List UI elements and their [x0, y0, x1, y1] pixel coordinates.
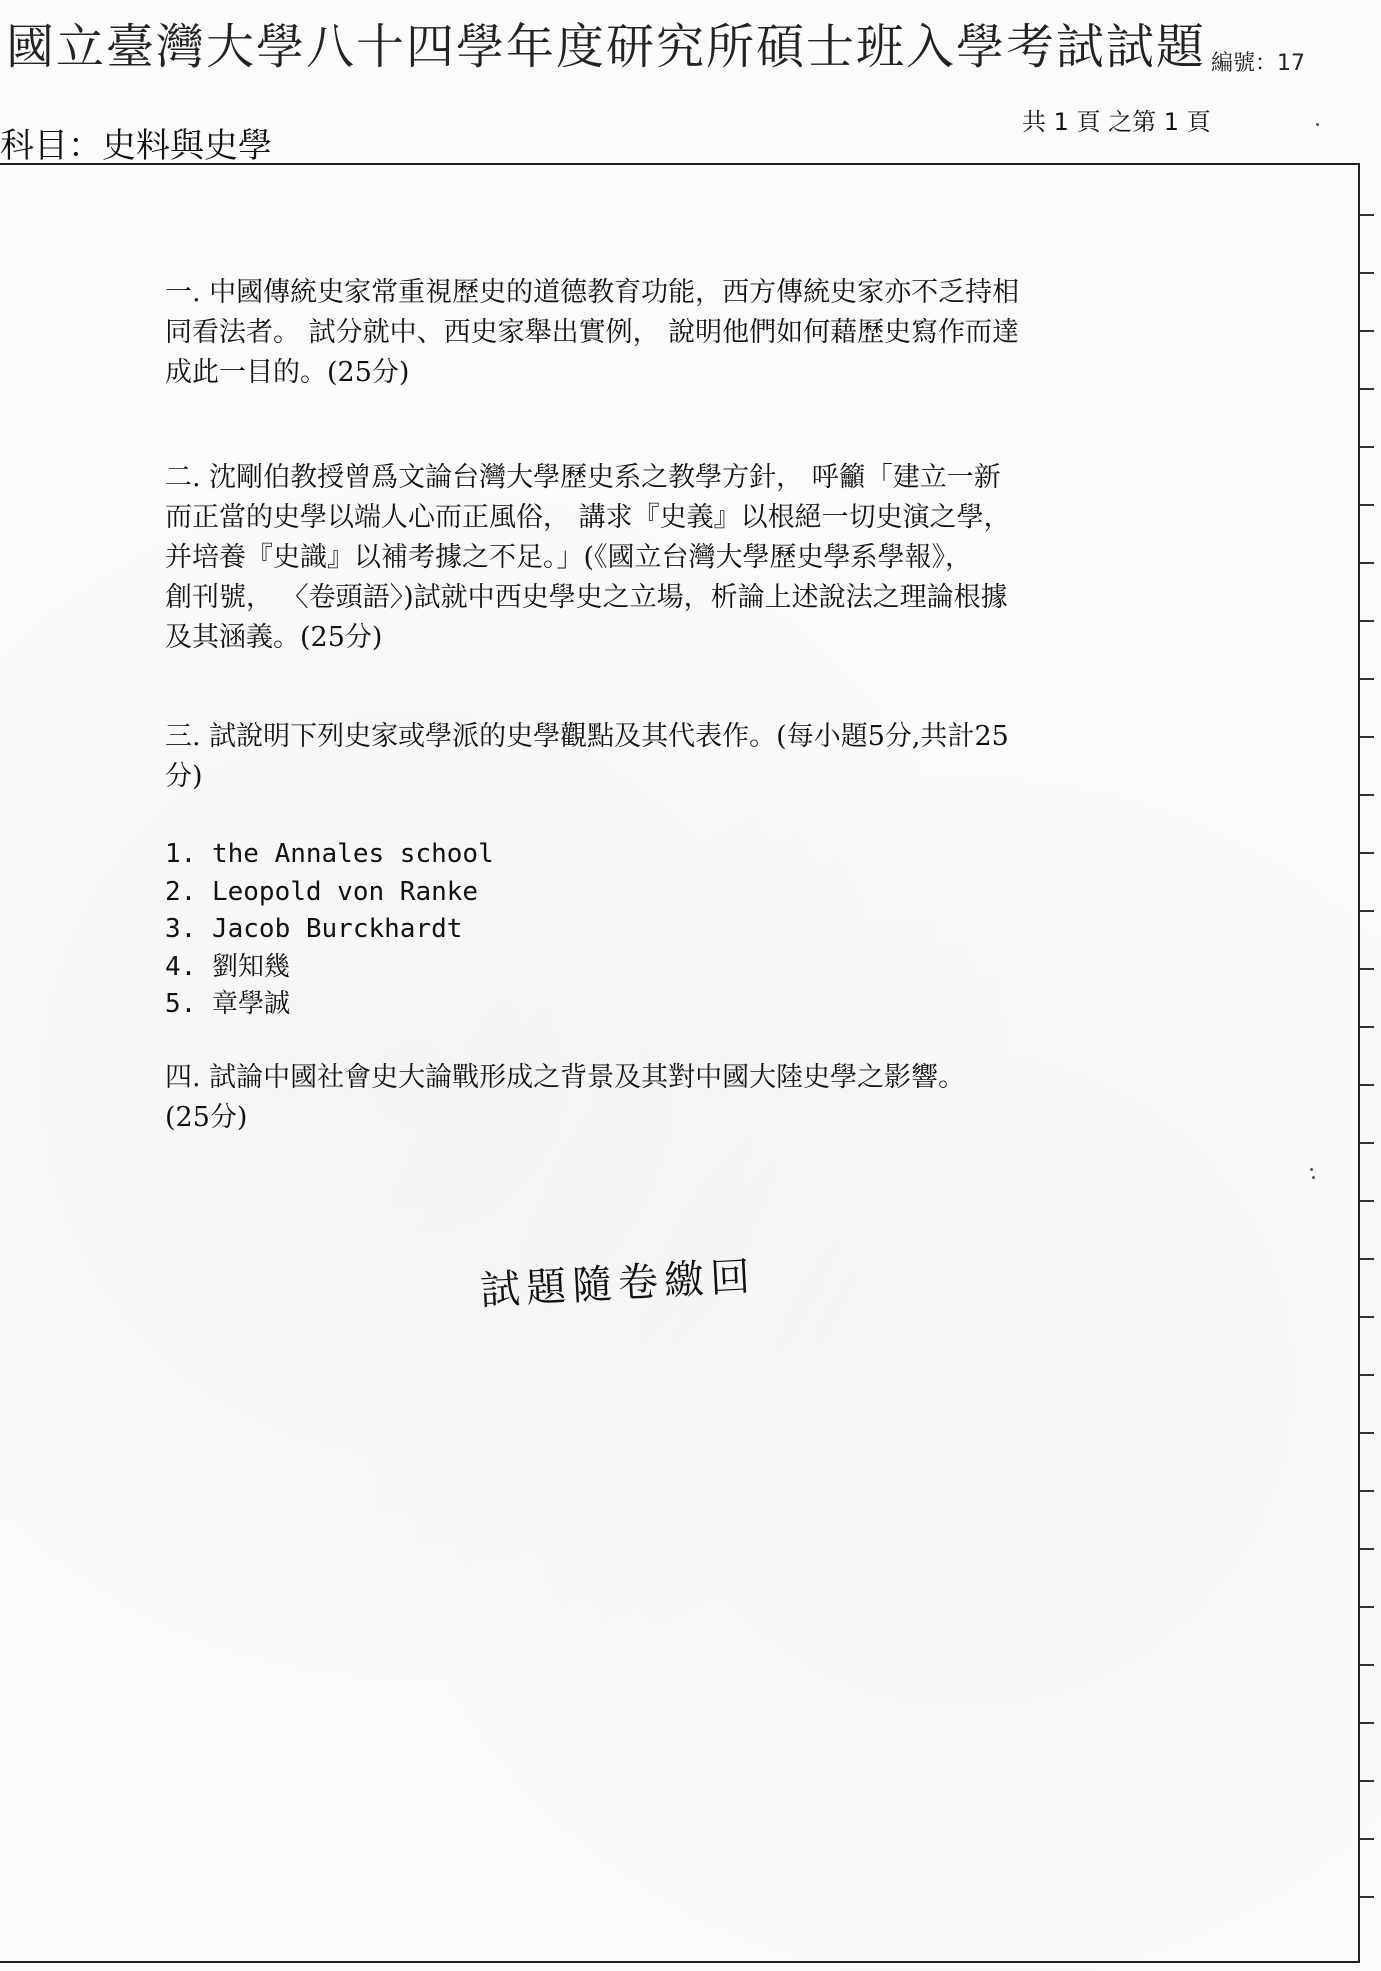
question-2-line: 二. 沈剛伯教授曾爲文論台灣大學歷史系之教學方針， 呼籲「建立一新 [165, 462, 1001, 493]
list-item: 3. Jacob Burckhardt [165, 914, 463, 944]
scan-speck [1312, 1176, 1315, 1179]
subject-label: 科目：史料與史學 [0, 126, 272, 166]
question-1 [165, 273, 1185, 393]
list-item: 1. the Annales school [165, 839, 494, 869]
question-4-line: (25分) [165, 1102, 248, 1133]
return-note: 試題隨卷繳回 [479, 1253, 758, 1315]
question-3-list [165, 836, 494, 1024]
question-3-line: 分) [165, 761, 203, 792]
scan-speck [1310, 1168, 1313, 1171]
question-2-line: 并培養『史識』以補考據之不足。」(《國立台灣大學歷史學系學報》， [165, 542, 973, 573]
serial-number: 編號：17 [1211, 51, 1305, 76]
exam-title: 國立臺灣大學八十四學年度研究所碩士班入學考試試題 [6, 19, 1207, 75]
scan-speck [1316, 123, 1319, 126]
question-2 [165, 458, 1185, 658]
question-3 [165, 717, 1185, 797]
question-2-line: 創刊號， 〈卷頭語〉)試就中西史學史之立場，析論上述說法之理論根據 [165, 582, 1008, 613]
question-1-line: 成此一目的。(25分) [165, 357, 410, 388]
question-2-line: 及其涵義。(25分) [165, 622, 383, 653]
question-3-line: 三. 試說明下列史家或學派的史學觀點及其代表作。(每小題5分,共計25 [165, 721, 1009, 752]
question-1-line: 同看法者。 試分就中、西史家舉出實例， 說明他們如何藉歷史寫作而達 [165, 317, 1020, 348]
page-info: 共 1 頁 之第 1 頁 [1022, 108, 1211, 136]
list-item: 5. 章學誠 [165, 989, 290, 1019]
question-4-line: 四. 試論中國社會史大論戰形成之背景及其對中國大陸史學之影響。 [165, 1062, 966, 1093]
question-1-line: 一. 中國傳統史家常重視歷史的道德教育功能，西方傳統史家亦不乏持相 [165, 277, 1020, 308]
list-item: 4. 劉知幾 [165, 951, 290, 982]
list-item: 2. Leopold von Ranke [165, 876, 479, 907]
question-2-line: 而正當的史學以端人心而正風俗， 講求『史義』以根絕一切史演之學， [165, 502, 1011, 533]
question-4 [165, 1058, 1185, 1138]
